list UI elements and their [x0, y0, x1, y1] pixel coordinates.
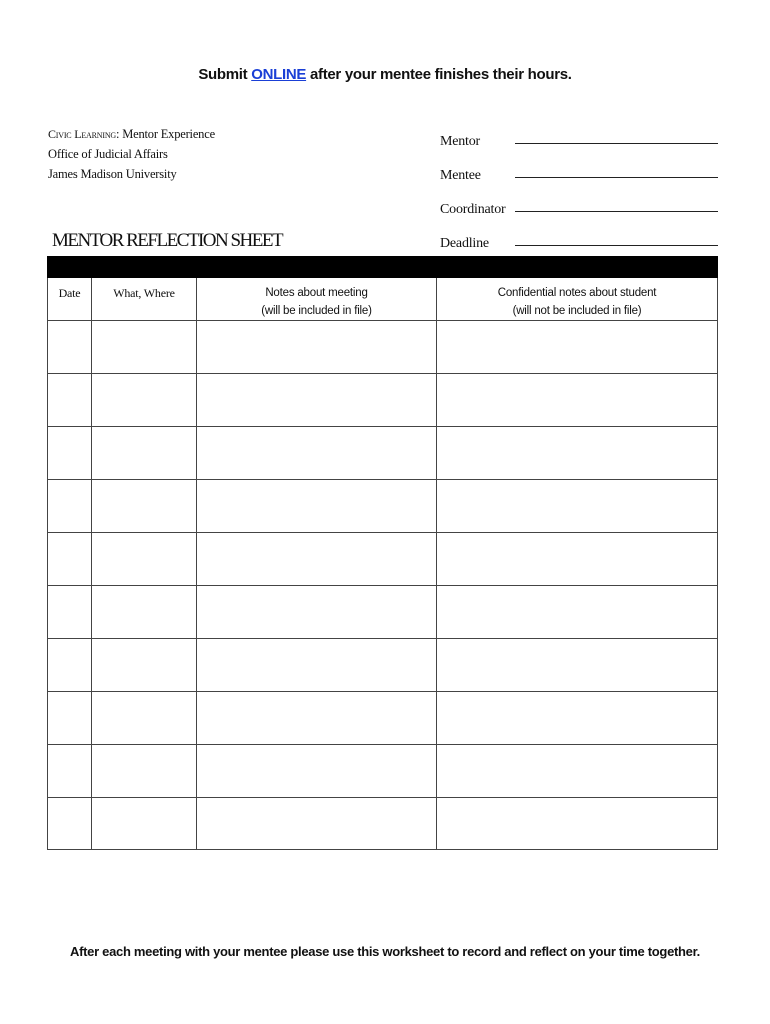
confidential-notes-cell[interactable]	[437, 321, 718, 374]
date-column-header: Date	[48, 278, 92, 321]
mentor-blank-line[interactable]	[515, 130, 718, 144]
confidential-notes-cell[interactable]	[437, 480, 718, 533]
table-row	[48, 798, 718, 850]
submit-suffix: after your mentee finishes their hours.	[306, 66, 572, 83]
notes-cell[interactable]	[197, 692, 437, 745]
table-row	[48, 745, 718, 798]
deadline-label: Deadline	[440, 236, 489, 251]
table-row	[48, 533, 718, 586]
program-line	[48, 124, 215, 144]
table-row	[48, 480, 718, 533]
notes-cell[interactable]	[197, 639, 437, 692]
coordinator-field	[440, 184, 718, 218]
civic-separator: :	[115, 127, 120, 141]
notes-cell[interactable]	[197, 745, 437, 798]
deadline-field	[440, 218, 718, 252]
what-where-cell[interactable]	[92, 533, 197, 586]
coordinator-blank-line[interactable]	[515, 198, 718, 212]
confidential-notes-cell[interactable]	[437, 533, 718, 586]
confidential-column-header	[437, 278, 718, 321]
confidential-notes-cell[interactable]	[437, 374, 718, 427]
date-cell[interactable]	[48, 692, 92, 745]
table-row	[48, 427, 718, 480]
what-where-cell[interactable]	[92, 639, 197, 692]
date-cell[interactable]	[48, 639, 92, 692]
what-where-cell[interactable]	[92, 374, 197, 427]
footer-instruction: After each meeting with your mentee please use this worksheet to record and reflect on your time together.	[70, 944, 700, 959]
notes-cell[interactable]	[197, 798, 437, 850]
mentee-label: Mentee	[440, 168, 481, 183]
date-cell[interactable]	[48, 798, 92, 850]
notes-cell[interactable]	[197, 586, 437, 639]
what-where-column-header: What, Where	[92, 278, 197, 321]
confidential-notes-cell[interactable]	[437, 639, 718, 692]
date-cell[interactable]	[48, 321, 92, 374]
notes-cell[interactable]	[197, 533, 437, 586]
what-where-cell[interactable]	[92, 745, 197, 798]
organization-block	[48, 124, 215, 184]
mentor-field	[440, 116, 718, 150]
table-row	[48, 374, 718, 427]
program-name: Mentor Experience	[119, 127, 215, 141]
confidential-notes-cell[interactable]	[437, 745, 718, 798]
coordinator-label: Coordinator	[440, 202, 506, 217]
what-where-cell[interactable]	[92, 321, 197, 374]
confidential-header-subtitle: (will not be included in file)	[512, 305, 642, 317]
reflection-table	[47, 256, 718, 850]
confidential-header-title: Confidential notes about student	[497, 287, 657, 299]
what-where-cell[interactable]	[92, 586, 197, 639]
black-bar	[48, 257, 718, 278]
date-cell[interactable]	[48, 586, 92, 639]
confidential-notes-cell[interactable]	[437, 692, 718, 745]
table-header-bar	[48, 257, 718, 278]
table-row	[48, 692, 718, 745]
sheet-title: MENTOR REFLECTION SHEET	[52, 230, 283, 251]
table-header-row	[48, 278, 718, 321]
what-where-cell[interactable]	[92, 692, 197, 745]
notes-cell[interactable]	[197, 374, 437, 427]
university-name: James Madison University	[48, 167, 177, 181]
confidential-notes-cell[interactable]	[437, 427, 718, 480]
info-fields	[440, 116, 718, 252]
submit-instruction	[0, 66, 770, 83]
online-link[interactable]: ONLINE	[251, 66, 307, 83]
table-body	[48, 321, 718, 850]
date-cell[interactable]	[48, 745, 92, 798]
confidential-notes-cell[interactable]	[437, 586, 718, 639]
notes-cell[interactable]	[197, 427, 437, 480]
submit-prefix: Submit	[198, 66, 252, 83]
notes-header-subtitle: (will be included in file)	[261, 305, 372, 317]
confidential-notes-cell[interactable]	[437, 798, 718, 850]
civic-learning-label: Civic Learning	[48, 127, 116, 141]
date-cell[interactable]	[48, 480, 92, 533]
notes-cell[interactable]	[197, 321, 437, 374]
what-where-cell[interactable]	[92, 427, 197, 480]
date-cell[interactable]	[48, 427, 92, 480]
what-where-cell[interactable]	[92, 798, 197, 850]
deadline-blank-line[interactable]	[515, 232, 718, 246]
mentee-blank-line[interactable]	[515, 164, 718, 178]
notes-column-header	[197, 278, 437, 321]
what-where-cell[interactable]	[92, 480, 197, 533]
mentee-field	[440, 150, 718, 184]
notes-header-title: Notes about meeting	[265, 287, 368, 299]
table-row	[48, 321, 718, 374]
table-row	[48, 586, 718, 639]
mentor-label: Mentor	[440, 134, 481, 149]
table-row	[48, 639, 718, 692]
office-name: Office of Judicial Affairs	[48, 147, 168, 161]
date-cell[interactable]	[48, 374, 92, 427]
notes-cell[interactable]	[197, 480, 437, 533]
date-cell[interactable]	[48, 533, 92, 586]
